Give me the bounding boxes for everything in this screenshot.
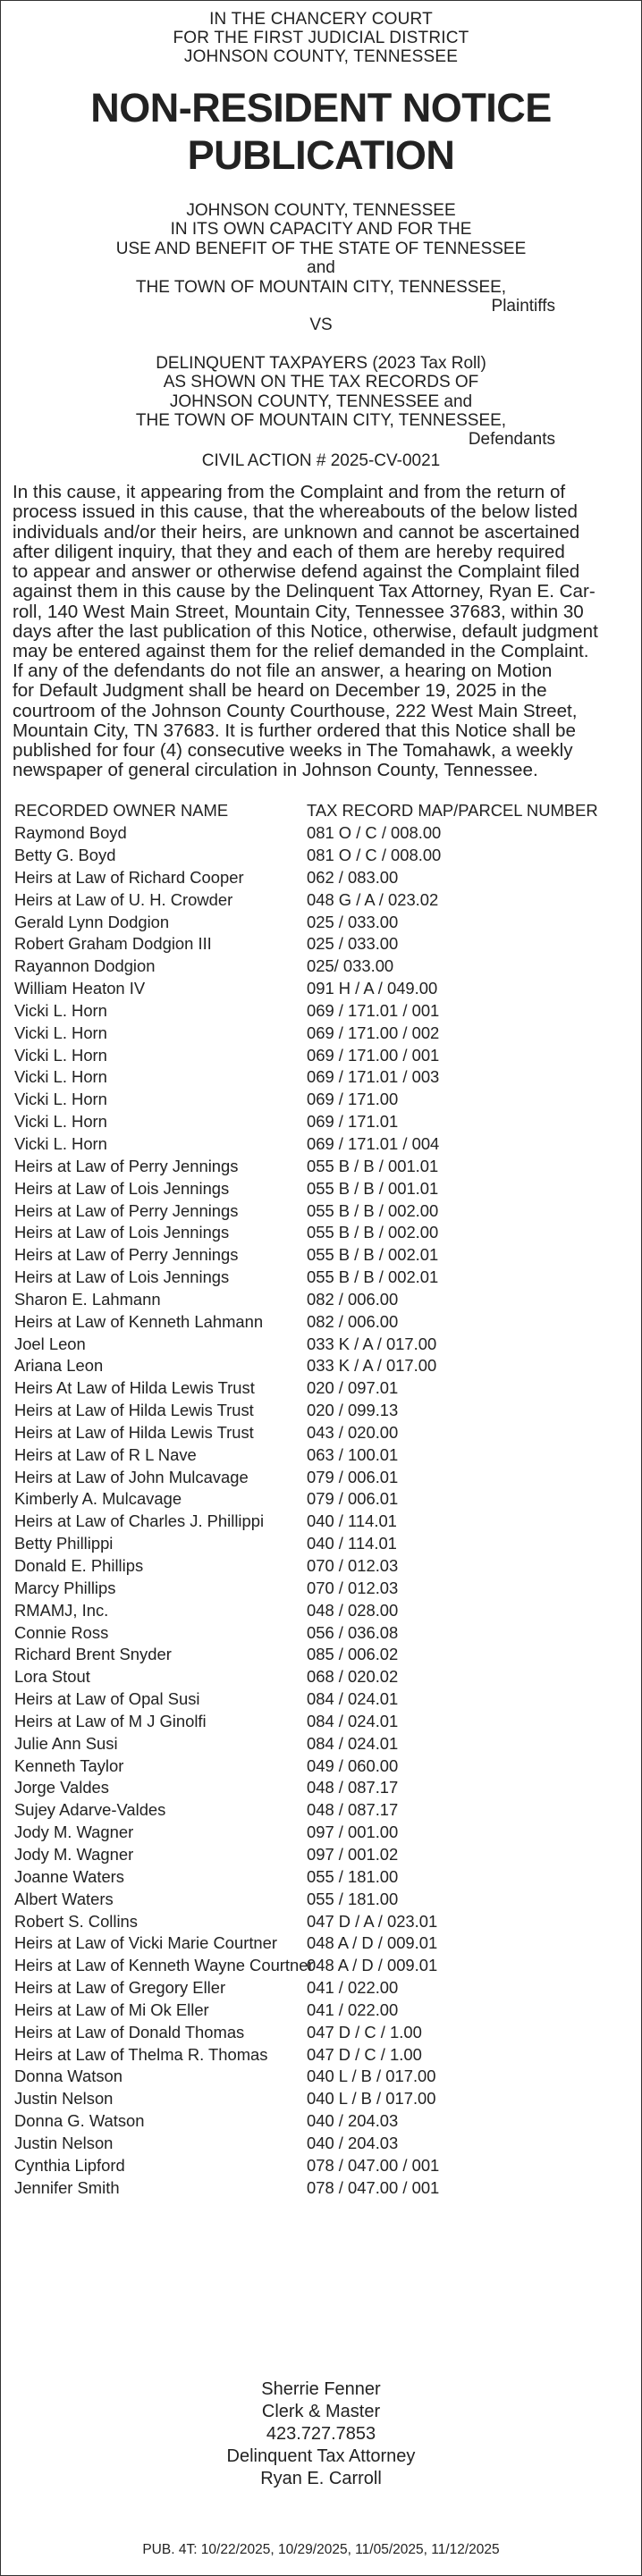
record-row xyxy=(14,1511,629,1533)
record-row xyxy=(14,1133,629,1156)
parcel-number: 025 / 033.00 xyxy=(307,912,399,931)
title-line: NON-RESIDENT NOTICE xyxy=(90,85,552,130)
parcel-number: 069 / 171.01 xyxy=(307,1112,399,1132)
body-line: newspaper of general circulation in Johnson County, Tennessee. xyxy=(13,760,538,781)
record-row xyxy=(14,845,629,867)
owner-name: Donna Watson xyxy=(14,2067,122,2086)
owner-name: Sujey Adarve-Valdes xyxy=(14,1800,166,1820)
owner-name: Vicki L. Horn xyxy=(14,1045,107,1065)
parcel-number: 048 A / D / 009.01 xyxy=(307,1956,438,1975)
clerk-name: Sherrie Fenner xyxy=(261,2379,381,2399)
parcel-number: 040 / 114.01 xyxy=(307,1534,397,1553)
owner-name: Albert Waters xyxy=(14,1889,114,1908)
record-row xyxy=(14,912,629,934)
record-row xyxy=(14,1666,629,1688)
owner-name: Jody M. Wagner xyxy=(14,1844,134,1864)
parcel-number: 081 O / C / 008.00 xyxy=(307,823,442,843)
owner-name: Betty G. Boyd xyxy=(14,846,116,865)
parcel-number: 033 K / A / 017.00 xyxy=(307,1356,437,1376)
record-row xyxy=(14,1711,629,1733)
parcel-number: 048 / 028.00 xyxy=(307,1600,399,1620)
owner-name: Heirs at Law of R L Nave xyxy=(14,1444,197,1464)
defendant-line: AS SHOWN ON THE TAX RECORDS OF xyxy=(163,373,479,392)
body-line: published for four (4) consecutive weeks in The Tomahawk, a weekly xyxy=(13,739,573,761)
owner-name: Vicki L. Horn xyxy=(14,1067,107,1087)
record-row xyxy=(14,1777,629,1799)
record-row xyxy=(14,1178,629,1200)
parcel-number: 043 / 020.00 xyxy=(307,1422,399,1442)
record-row xyxy=(14,2110,629,2133)
parcel-number: 097 / 001.02 xyxy=(307,1844,399,1864)
owner-name: Rayannon Dodgion xyxy=(14,956,156,976)
owner-name: Vicki L. Horn xyxy=(14,1133,107,1153)
parcel-number: 091 H / A / 049.00 xyxy=(307,979,438,998)
record-row xyxy=(14,2022,629,2044)
owner-name: Jennifer Smith xyxy=(14,2177,120,2197)
parcel-number: 040 / 114.01 xyxy=(307,1511,397,1531)
civil-action-number: CIVIL ACTION # 2025-CV-0021 xyxy=(201,450,441,470)
records-table xyxy=(14,800,629,2199)
parcel-number: 048 / 087.17 xyxy=(307,1778,399,1797)
owner-name: Heirs at Law of Opal Susi xyxy=(14,1689,200,1709)
parcel-number: 055 B / B / 002.00 xyxy=(307,1200,439,1220)
record-row xyxy=(14,1822,629,1844)
parcel-number: 069 / 171.01 / 004 xyxy=(307,1133,440,1153)
parcel-number: 047 D / A / 023.01 xyxy=(307,1911,438,1931)
attorney-title: Delinquent Tax Attorney xyxy=(226,2446,416,2466)
parcel-number: 070 / 012.03 xyxy=(307,1556,399,1576)
defendant-line: THE TOWN OF MOUNTAIN CITY, TENNESSEE, xyxy=(135,411,507,431)
parcel-number: 069 / 171.00 / 001 xyxy=(307,1045,440,1065)
parcel-number: 081 O / C / 008.00 xyxy=(307,846,442,865)
owner-name: Cynthia Lipford xyxy=(14,2155,125,2175)
owner-name: Marcy Phillips xyxy=(14,1578,116,1597)
record-row xyxy=(14,1400,629,1422)
owner-name: Heirs at Law of U. H. Crowder xyxy=(14,889,233,909)
record-row xyxy=(14,1755,629,1778)
parcel-number: 078 / 047.00 / 001 xyxy=(307,2155,440,2175)
owner-name: William Heaton IV xyxy=(14,979,146,998)
owner-name: Justin Nelson xyxy=(14,2089,114,2109)
parcel-number: 055 / 181.00 xyxy=(307,1866,399,1886)
record-row xyxy=(14,1866,629,1889)
record-row xyxy=(14,1999,629,2022)
record-row xyxy=(14,1955,629,1977)
record-row xyxy=(14,1799,629,1822)
plaintiff-line: JOHNSON COUNTY, TENNESSEE xyxy=(186,201,456,220)
owner-name: Heirs at Law of Kenneth Lahmann xyxy=(14,1311,264,1331)
record-row xyxy=(14,1467,629,1489)
parcel-number: 078 / 047.00 / 001 xyxy=(307,2177,440,2197)
owner-name: Heirs at Law of Lois Jennings xyxy=(14,1178,230,1198)
record-row xyxy=(14,1289,629,1311)
parcel-number: 082 / 006.00 xyxy=(307,1289,399,1309)
parcel-number: 056 / 036.08 xyxy=(307,1622,399,1642)
records-rows xyxy=(14,822,629,2199)
record-row xyxy=(14,1377,629,1400)
owner-name: Gerald Lynn Dodgion xyxy=(14,912,170,931)
parcel-number: 047 D / C / 1.00 xyxy=(307,2022,422,2041)
owner-name: Jody M. Wagner xyxy=(14,1823,134,1842)
parcel-number: 025 / 033.00 xyxy=(307,934,399,954)
record-row xyxy=(14,2177,629,2200)
owner-name: Heirs at Law of Vicki Marie Courtner xyxy=(14,1933,278,1953)
clerk-phone: 423.727.7853 xyxy=(266,2424,376,2444)
parcel-number: 055 B / B / 002.01 xyxy=(307,1245,439,1265)
record-row xyxy=(14,933,629,955)
owner-name: Joel Leon xyxy=(14,1334,86,1353)
owner-name: Heirs at Law of Lois Jennings xyxy=(14,1223,230,1242)
owner-name: RMAMJ, Inc. xyxy=(14,1600,109,1620)
owner-name: Kimberly A. Mulcavage xyxy=(14,1489,182,1509)
signature-block xyxy=(1,2378,641,2490)
parcel-number: 041 / 022.00 xyxy=(307,1999,399,2019)
owner-name: Vicki L. Horn xyxy=(14,1090,107,1109)
parcel-number: 097 / 001.00 xyxy=(307,1823,399,1842)
title-line: PUBLICATION xyxy=(187,132,455,178)
parcel-number: 055 / 181.00 xyxy=(307,1889,399,1908)
owner-name: Heirs at Law of Perry Jennings xyxy=(14,1156,239,1175)
court-line: IN THE CHANCERY COURT xyxy=(209,10,433,29)
record-row xyxy=(14,1244,629,1267)
parcel-number: 033 K / A / 017.00 xyxy=(307,1334,437,1353)
record-row xyxy=(14,1200,629,1223)
parcel-number: 041 / 022.00 xyxy=(307,1978,399,1998)
record-row xyxy=(14,955,629,978)
record-row xyxy=(14,2044,629,2067)
owner-name: Heirs at Law of Donald Thomas xyxy=(14,2022,245,2041)
owner-name: Donald E. Phillips xyxy=(14,1556,144,1576)
body-line: process issued in this cause, that the whereabouts of the below listed xyxy=(13,501,578,523)
defendant-line: JOHNSON COUNTY, TENNESSEE and xyxy=(169,391,473,411)
parcel-number: 085 / 006.02 xyxy=(307,1645,399,1664)
record-row xyxy=(14,1444,629,1467)
record-row xyxy=(14,1578,629,1600)
record-row xyxy=(14,1932,629,1955)
body-line: If any of the defendants do not file an answer, a hearing on Motion xyxy=(13,661,553,682)
parcel-number: 055 B / B / 001.01 xyxy=(307,1178,439,1198)
record-row xyxy=(14,2088,629,2110)
record-row xyxy=(14,1066,629,1089)
body-line: In this cause, it appearing from the Complaint and from the return of xyxy=(13,482,566,503)
owner-name: Lora Stout xyxy=(14,1667,90,1687)
parcel-number: 068 / 020.02 xyxy=(307,1667,399,1687)
owner-name: Robert Graham Dodgion III xyxy=(14,934,212,954)
records-header xyxy=(14,800,629,822)
parcel-number: 069 / 171.00 xyxy=(307,1090,399,1109)
attorney-name: Ryan E. Carroll xyxy=(260,2469,382,2488)
parcel-number: 049 / 060.00 xyxy=(307,1755,399,1775)
plaintiff-line: THE TOWN OF MOUNTAIN CITY, TENNESSEE, xyxy=(135,277,507,297)
owner-name: Kenneth Taylor xyxy=(14,1755,124,1775)
record-row xyxy=(14,1622,629,1645)
body-line: courtroom of the Johnson County Courthouse, 222 West Main Street, xyxy=(13,700,578,721)
record-row xyxy=(14,2066,629,2088)
record-row xyxy=(14,822,629,845)
parcel-number: 047 D / C / 1.00 xyxy=(307,2044,422,2064)
parcel-number: 084 / 024.01 xyxy=(307,1711,399,1730)
record-row xyxy=(14,1267,629,1289)
parcel-number: 084 / 024.01 xyxy=(307,1689,399,1709)
owner-name: Heirs at Law of Lois Jennings xyxy=(14,1267,230,1287)
body-line: after diligent inquiry, that they and each of them are hereby required xyxy=(13,541,565,562)
versus-label: VS xyxy=(309,316,333,335)
owner-name: Robert S. Collins xyxy=(14,1911,138,1931)
parcel-number: 069 / 171.00 / 002 xyxy=(307,1023,440,1042)
owner-name: Julie Ann Susi xyxy=(14,1733,118,1753)
owner-name: Heirs at Law of Perry Jennings xyxy=(14,1245,239,1265)
record-row xyxy=(14,1533,629,1555)
parcel-number: 079 / 006.01 xyxy=(307,1467,399,1486)
owner-name: Jorge Valdes xyxy=(14,1778,109,1797)
court-heading xyxy=(1,10,641,66)
plaintiff-line: and xyxy=(307,258,335,278)
parcel-number: 063 / 100.01 xyxy=(307,1444,399,1464)
record-row xyxy=(14,978,629,1000)
record-row xyxy=(14,867,629,889)
plaintiff-line: USE AND BENEFIT OF THE STATE OF TENNESSEE xyxy=(115,239,527,258)
record-row xyxy=(14,1555,629,1578)
owner-name: Justin Nelson xyxy=(14,2133,114,2152)
defendant-line: DELINQUENT TAXPAYERS (2023 Tax Roll) xyxy=(156,353,486,373)
owner-name: Heirs at Law of Mi Ok Eller xyxy=(14,1999,209,2019)
record-row xyxy=(14,1334,629,1356)
record-row xyxy=(14,1844,629,1866)
owner-name: Heirs at Law of M J Ginolfi xyxy=(14,1711,207,1730)
parcel-number: 069 / 171.01 / 003 xyxy=(307,1067,440,1087)
owner-name: Heirs at Law of John Mulcavage xyxy=(14,1467,249,1486)
parcel-number: 040 / 204.03 xyxy=(307,2111,399,2131)
body-line: days after the last publication of this Notice, otherwise, default judgment xyxy=(13,620,598,642)
record-row xyxy=(14,1644,629,1666)
parcel-number: 055 B / B / 001.01 xyxy=(307,1156,439,1175)
owner-name: Betty Phillippi xyxy=(14,1534,114,1553)
parcel-number: 040 L / B / 017.00 xyxy=(307,2089,436,2109)
court-line: JOHNSON COUNTY, TENNESSEE xyxy=(183,47,459,66)
owner-name: Heirs at Law of Charles J. Phillippi xyxy=(14,1511,265,1531)
parcel-number: 079 / 006.01 xyxy=(307,1489,399,1509)
record-row xyxy=(14,1889,629,1911)
record-row xyxy=(14,1733,629,1755)
parcel-number: 025/ 033.00 xyxy=(307,956,394,976)
record-row xyxy=(14,1089,629,1111)
record-row xyxy=(14,1422,629,1444)
record-row xyxy=(14,1311,629,1334)
body-line: roll, 140 West Main Street, Mountain City, Tennessee 37683, within 30 xyxy=(13,601,584,622)
owner-name-header: RECORDED OWNER NAME xyxy=(14,801,229,821)
owner-name: Connie Ross xyxy=(14,1622,109,1642)
owner-name: Heirs at Law of Gregory Eller xyxy=(14,1978,226,1998)
defendants-label: Defendants xyxy=(468,430,555,450)
parcel-number-header: TAX RECORD MAP/PARCEL NUMBER xyxy=(307,801,598,821)
parcel-number: 020 / 099.13 xyxy=(307,1401,399,1420)
publication-dates: PUB. 4T: 10/22/2025, 10/29/2025, 11/05/2025, 11/12/2025 xyxy=(142,2542,500,2557)
body-line: for Default Judgment shall be heard on December 19, 2025 in the xyxy=(13,680,547,702)
owner-name: Heirs at Law of Hilda Lewis Trust xyxy=(14,1401,254,1420)
notice-body xyxy=(13,483,629,780)
record-row xyxy=(14,1488,629,1511)
parcel-number: 040 L / B / 017.00 xyxy=(307,2067,436,2086)
record-row xyxy=(14,1045,629,1067)
parcel-number: 048 / 087.17 xyxy=(307,1800,399,1820)
owner-name: Vicki L. Horn xyxy=(14,1023,107,1042)
owner-name: Vicki L. Horn xyxy=(14,1000,107,1020)
clerk-title: Clerk & Master xyxy=(261,2402,381,2421)
owner-name: Heirs at Law of Kenneth Wayne Courtner xyxy=(14,1956,314,1975)
owner-name: Donna G. Watson xyxy=(14,2111,145,2131)
parcel-number: 040 / 204.03 xyxy=(307,2133,399,2152)
record-row xyxy=(14,2133,629,2155)
parcel-number: 082 / 006.00 xyxy=(307,1311,399,1331)
record-row xyxy=(14,1977,629,1999)
parcel-number: 084 / 024.01 xyxy=(307,1733,399,1753)
case-caption xyxy=(1,201,641,470)
owner-name: Heirs at Law of Richard Cooper xyxy=(14,867,244,887)
body-line: may be entered against them for the relief demanded in the Complaint. xyxy=(13,640,589,661)
plaintiff-line: IN ITS OWN CAPACITY AND FOR THE xyxy=(170,220,472,240)
owner-name: Ariana Leon xyxy=(14,1356,104,1376)
record-row xyxy=(14,1023,629,1045)
court-line: FOR THE FIRST JUDICIAL DISTRICT xyxy=(173,29,469,47)
owner-name: Heirs at Law of Perry Jennings xyxy=(14,1200,239,1220)
record-row xyxy=(14,889,629,912)
record-row xyxy=(14,2155,629,2177)
record-row xyxy=(14,1600,629,1622)
parcel-number: 048 A / D / 009.01 xyxy=(307,1933,438,1953)
owner-name: Richard Brent Snyder xyxy=(14,1645,172,1664)
plaintiffs-label: Plaintiffs xyxy=(491,297,555,316)
owner-name: Heirs at Law of Thelma R. Thomas xyxy=(14,2044,268,2064)
parcel-number: 048 G / A / 023.02 xyxy=(307,889,439,909)
record-row xyxy=(14,1111,629,1133)
owner-name: Vicki L. Horn xyxy=(14,1112,107,1132)
record-row xyxy=(14,1688,629,1711)
parcel-number: 020 / 097.01 xyxy=(307,1378,399,1398)
owner-name: Heirs At Law of Hilda Lewis Trust xyxy=(14,1378,255,1398)
owner-name: Raymond Boyd xyxy=(14,823,127,843)
body-line: Mountain City, TN 37683. It is further ordered that this Notice shall be xyxy=(13,720,576,741)
record-row xyxy=(14,1000,629,1023)
parcel-number: 055 B / B / 002.01 xyxy=(307,1267,439,1287)
body-line: against them in this cause by the Delinquent Tax Attorney, Ryan E. Car- xyxy=(13,581,596,602)
owner-name: Heirs at Law of Hilda Lewis Trust xyxy=(14,1422,254,1442)
record-row xyxy=(14,1355,629,1377)
parcel-number: 069 / 171.01 / 001 xyxy=(307,1000,440,1020)
body-line: to appear and answer or otherwise defend against the Complaint filed xyxy=(13,561,580,583)
parcel-number: 062 / 083.00 xyxy=(307,867,399,887)
notice-title xyxy=(1,84,641,179)
parcel-number: 070 / 012.03 xyxy=(307,1578,399,1597)
owner-name: Sharon E. Lahmann xyxy=(14,1289,161,1309)
record-row xyxy=(14,1222,629,1244)
body-line: individuals and/or their heirs, are unknown and cannot be ascertained xyxy=(13,521,580,543)
parcel-number: 055 B / B / 002.00 xyxy=(307,1223,439,1242)
record-row xyxy=(14,1156,629,1178)
record-row xyxy=(14,1911,629,1933)
owner-name: Joanne Waters xyxy=(14,1866,125,1886)
